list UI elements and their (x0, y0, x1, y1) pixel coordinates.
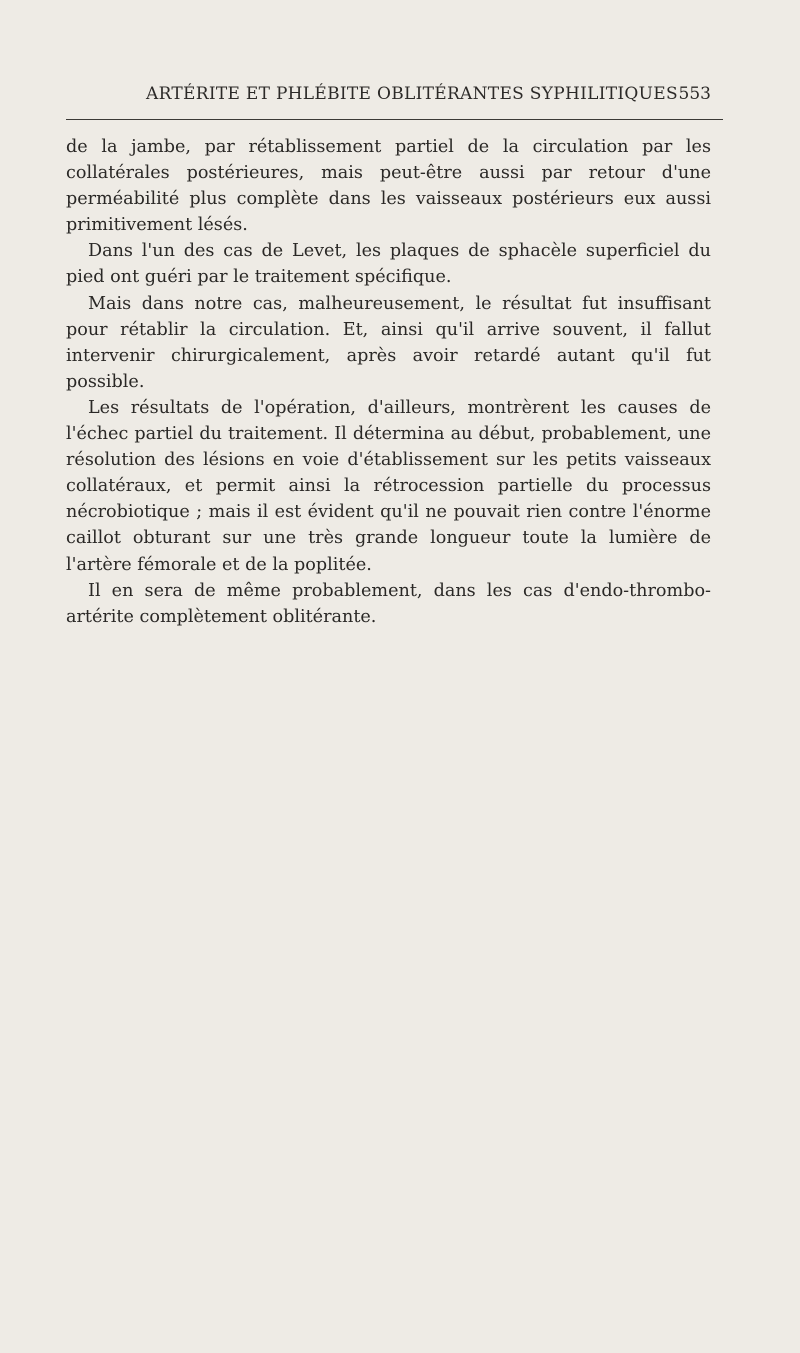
body-text (66, 134, 711, 630)
running-title: ARTÉRITE ET PHLÉBITE OBLITÉRANTES SYPHILITIQUES (146, 84, 678, 104)
paragraph: Dans l'un des cas de Levet, les plaques de sphacèle superficiel du pied ont guéri par le traitement spécifique. (66, 241, 711, 288)
paragraph: Il en sera de même probablement, dans les cas d'endo-thrombo-artérite complètement oblitérante. (66, 580, 711, 627)
running-head (66, 80, 723, 110)
header-rule (66, 119, 723, 120)
paragraph: de la jambe, par rétablissement partiel de la circulation par les collatérales postérieures, mais peut-être aussi par retour d'une perméabilité plus complète dans les vaisseaux postérieurs eux aussi primitivement lésés. (66, 137, 711, 236)
paragraph: Mais dans notre cas, malheureusement, le résultat fut insuffisant pour rétablir la circulation. Et, ainsi qu'il arrive souvent, il fallut intervenir chirurgicalement, après avoir retardé autant qu'il fut possible. (66, 293, 711, 392)
page-number: 553 (678, 84, 711, 104)
paragraph: Les résultats de l'opération, d'ailleurs, montrèrent les causes de l'échec partiel du traitement. Il détermina au début, probablement, une résolution des lésions en voie d'établissement sur les petits vaisseaux collatéraux, et permit ainsi la rétrocession partielle du processus nécrobiotique ; mais il est évident qu'il ne pouvait rien contre l'énorme caillot obturant sur une très grande longueur toute la lumière de l'artère fémorale et de la poplitée. (66, 397, 711, 575)
